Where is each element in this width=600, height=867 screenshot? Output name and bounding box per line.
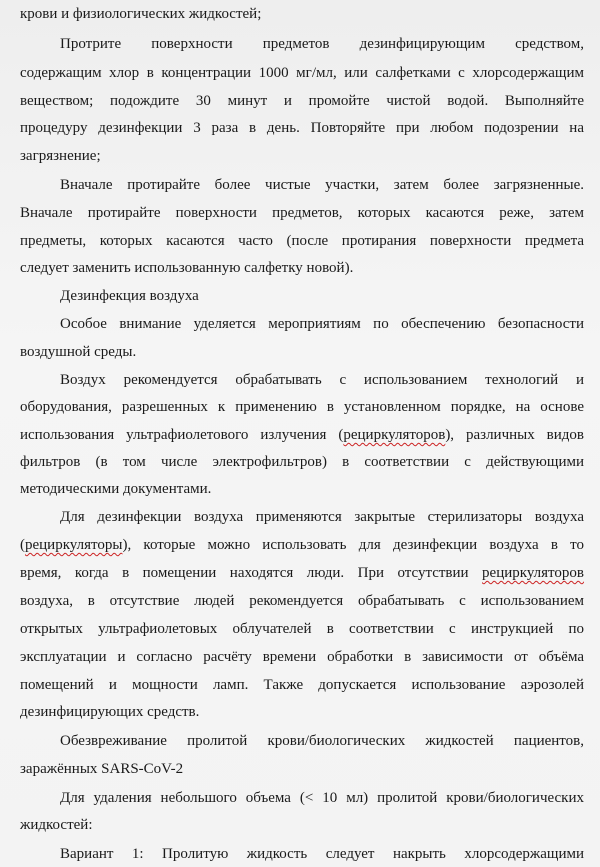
text-line: методическими документами.	[20, 481, 212, 497]
text-line: открытых ультрафиолетовых облучателей в соответствии с инструкцией по	[20, 621, 584, 637]
text-line: Воздух рекомендуется обрабатывать с использованием технологий и	[60, 372, 584, 388]
text-line: процедуру дезинфекции 3 раза в день. Повторяйте при любом подозрении на	[20, 120, 584, 136]
text-line: содержащим хлор в концентрации 1000 мг/мл, или салфетками с хлорсодержащим	[20, 65, 584, 81]
text-line: Особое внимание уделяется мероприятиям по обеспечению безопасности	[60, 316, 584, 332]
text-line: Протрите поверхности предметов дезинфицирующим средством,	[60, 36, 584, 52]
spellcheck-word: рециркуляторов	[482, 565, 584, 581]
text-line: Вариант 1: Пролитую жидкость следует накрыть хлорсодержащими	[60, 846, 584, 862]
section-heading: заражённых SARS-CoV-2	[20, 761, 184, 777]
text-line: воздуха, в отсутствие людей рекомендуется обрабатывать с использованием	[20, 593, 584, 609]
spellcheck-word: рециркуляторов	[343, 427, 446, 443]
text-line: следует заменить использованную салфетку новой).	[20, 260, 354, 276]
text-line: Вначале протирайте более чистые участки, затем более загрязненные.	[60, 177, 584, 193]
text-line: Для удаления небольшого объема (< 10 мл) пролитой крови/биологических	[60, 790, 584, 806]
text-line: помещений и мощности ламп. Также допускается использование аэрозолей	[20, 677, 584, 693]
section-heading: Обезвреживание пролитой крови/биологических жидкостей пациентов,	[60, 733, 584, 749]
text-line: веществом; подождите 30 минут и промойте чистой водой. Выполняйте	[20, 93, 584, 109]
text-line: крови и физиологических жидкостей;	[20, 6, 262, 22]
text-line: оборудования, разрешенных к применению в установленном порядке, на основе	[20, 399, 584, 415]
text-line: Для дезинфекции воздуха применяются закрытые стерилизаторы воздуха	[60, 509, 584, 525]
text-line: фильтров (в том числе электрофильтров) в соответствии с действующими	[20, 454, 584, 470]
text-line: использования ультрафиолетового излучения (рециркуляторов), различных видов	[20, 427, 584, 443]
text-line: предметы, которых касаются часто (после протирания поверхности предмета	[20, 233, 584, 249]
text-line: жидкостей:	[20, 817, 93, 833]
text-line: дезинфицирующих средств.	[20, 704, 200, 720]
text-line: время, когда в помещении находятся люди. При отсутствии рециркуляторов	[20, 565, 584, 581]
text-line: (рециркуляторы), которые можно использовать для дезинфекции воздуха в то	[20, 537, 584, 553]
text-line: загрязнение;	[20, 148, 101, 164]
text-line: эксплуатации и согласно расчёту времени обработки в зависимости от объёма	[20, 649, 584, 665]
section-heading: Дезинфекция воздуха	[60, 288, 199, 304]
text-line: Вначале протирайте поверхности предметов, которых касаются реже, затем	[20, 205, 584, 221]
spellcheck-word: рециркуляторы	[25, 537, 123, 553]
text-line: воздушной среды.	[20, 344, 137, 360]
